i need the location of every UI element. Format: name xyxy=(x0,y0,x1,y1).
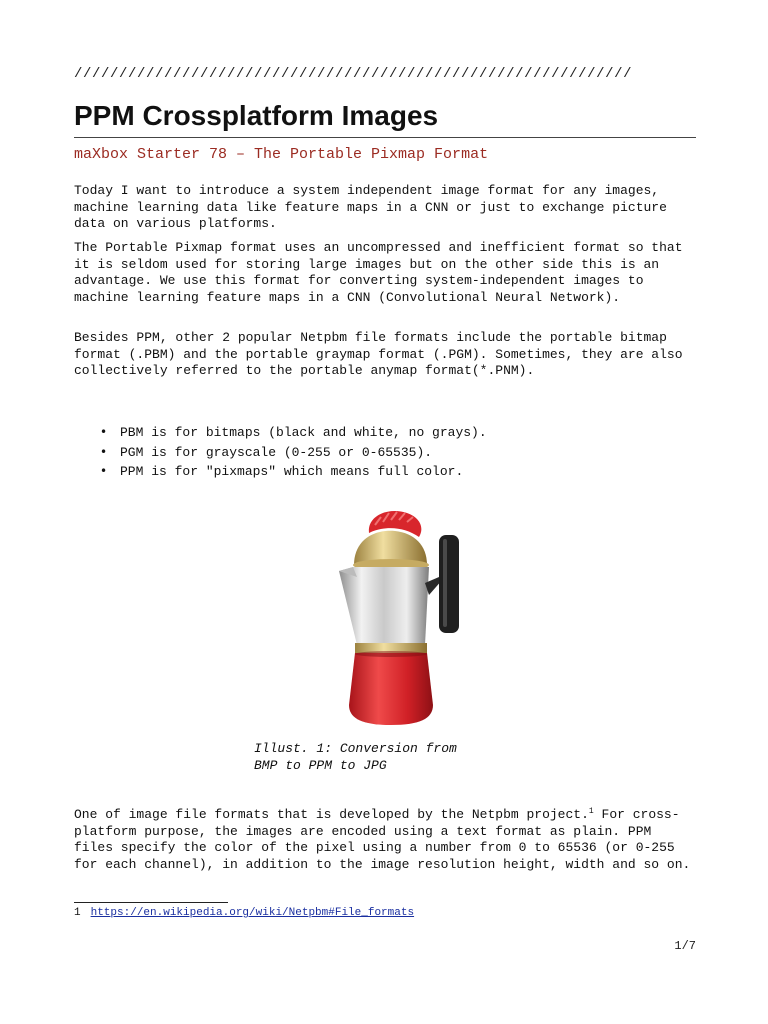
page-title: PPM Crossplatform Images xyxy=(74,99,696,138)
list-item: • PBM is for bitmaps (black and white, no grays). xyxy=(100,423,696,443)
list-item: • PGM is for grayscale (0-255 or 0-65535). xyxy=(100,443,696,463)
bullet-icon: • xyxy=(100,444,108,459)
footnote-reference[interactable]: 1 xyxy=(588,807,594,816)
bullet-icon: • xyxy=(100,425,108,439)
footnote-number: 1 xyxy=(74,907,81,919)
footnote-link[interactable]: https://en.wikipedia.org/wiki/Netpbm#File_formats xyxy=(90,907,415,919)
page-subtitle: maXbox Starter 78 – The Portable Pixmap Format xyxy=(74,146,489,163)
footnote-divider xyxy=(74,902,228,903)
list-item: • PPM is for "pixmaps" which means full color. xyxy=(100,462,696,482)
espresso-maker-illustration xyxy=(319,505,469,730)
decorative-slash-rule: ////////////////////////////////////////////////////////////// xyxy=(74,66,633,82)
format-list xyxy=(100,423,696,482)
bullet-icon: • xyxy=(100,464,108,478)
footnote xyxy=(74,906,696,920)
document-page xyxy=(74,0,696,1024)
intro-paragraph: Today I want to introduce a system independent image format for any images, machine learning data like feature maps in a CNN or just to exchange picture data on various platforms. xyxy=(74,183,667,232)
figure-caption: Illust. 1: Conversion from BMP to PPM to JPG xyxy=(254,741,457,773)
netpbm-project-paragraph: One of image file formats that is developed by the Netpbm project.$^1$ For cross-platform purpose, the images are encoded using a text format as plain. PPM files specify the color of the pixel using a number from 0 to 65536 (or 0-255 for each channel), in addition to the image resolution height, width and so on. xyxy=(74,807,691,872)
netpbm-formats-paragraph: Besides PPM, other 2 popular Netpbm file formats include the portable bitmap format (.PBM) and the portable graymap format (.PGM). Sometimes, they are also collectively referred to the portable anymap format(*.PNM). xyxy=(74,330,683,379)
ppm-description-paragraph: The Portable Pixmap format uses an uncompressed and inefficient format so that it is seldom used for storing large images but on the other side this is an advantage. We use this format for converting system-independent images to machine learning feature maps in a CNN (Convolutional Neural Network). xyxy=(74,240,683,305)
page-number: 1/7 xyxy=(674,939,696,953)
